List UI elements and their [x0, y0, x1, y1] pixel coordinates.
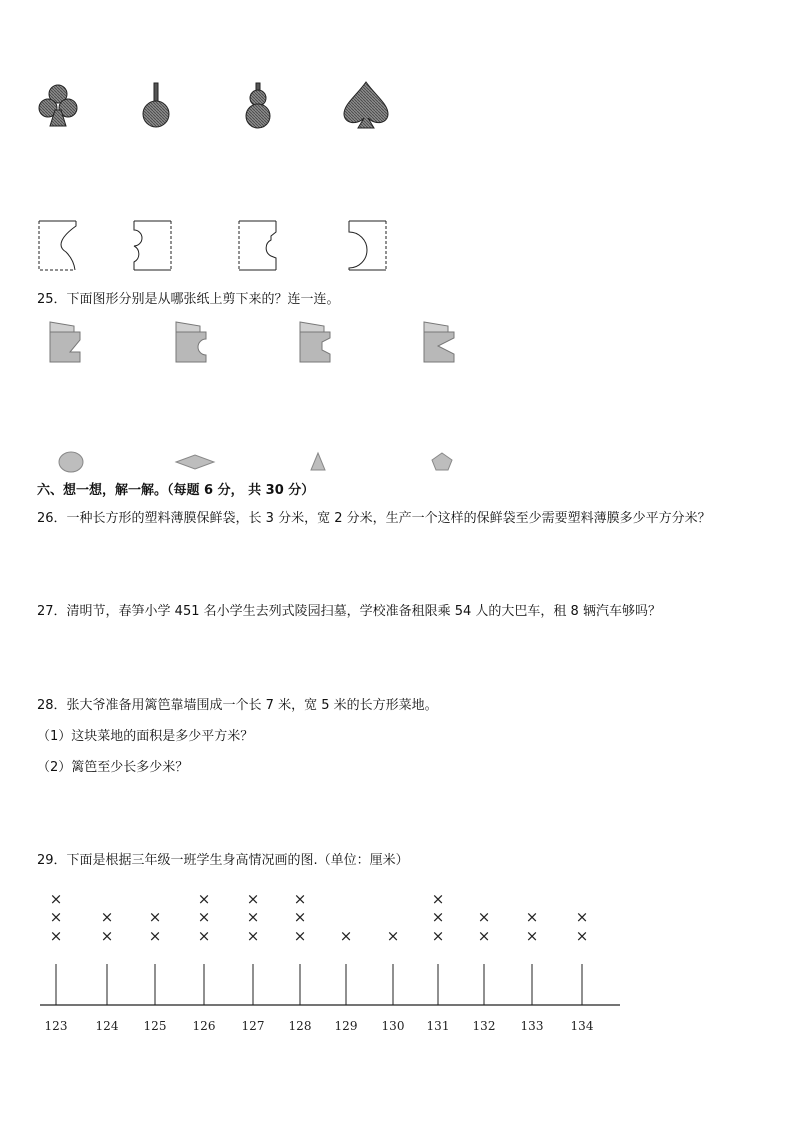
question-27: 27．清明节，春笋小学 451 名小学生去列式陵园扫墓，学校准备租限乘 54 人的大巴车，租 8 辆汽车够吗？ — [37, 604, 661, 619]
plot-tick-label-123: 123 — [44, 1019, 68, 1033]
plot-tick-label-127: 127 — [241, 1019, 265, 1033]
question-28: 28．张大爷准备用篱笆靠墙围成一个长 7 米，宽 5 米的长方形菜地。 — [37, 698, 438, 713]
paper-double-semicircle-cut-icon — [134, 221, 171, 270]
plot-mark-131-2: × — [431, 908, 445, 926]
plot-tick-label-126: 126 — [192, 1019, 216, 1033]
plot-tick-label-128: 128 — [288, 1019, 312, 1033]
plot-tick-label-133: 133 — [520, 1019, 544, 1033]
question-25: 25．下面图形分别是从哪张纸上剪下来的？连一连。 — [37, 292, 340, 307]
plot-mark-127-1: × — [246, 927, 260, 945]
plot-mark-129-1: × — [339, 927, 353, 945]
plot-mark-125-1: × — [148, 927, 162, 945]
plot-mark-133-1: × — [525, 927, 539, 945]
plot-mark-123-3: × — [49, 890, 63, 908]
gourd-icon — [246, 83, 270, 128]
triangle-icon — [311, 453, 325, 470]
plot-mark-124-1: × — [100, 927, 114, 945]
figures-canvas — [0, 0, 794, 500]
plot-tick-label-124: 124 — [95, 1019, 119, 1033]
question-29: 29．下面是根据三年级一班学生身高情况画的图.（单位：厘米） — [37, 853, 409, 868]
plot-mark-131-1: × — [431, 927, 445, 945]
paper-wave-cut-icon — [39, 221, 76, 270]
folded-paper-triangle-icon — [424, 322, 454, 362]
paper-notched-semicircle-cut-icon — [239, 221, 276, 270]
section-6-heading: 六、想一想，解一解。（每题 6 分， 共 30 分） — [37, 483, 315, 498]
plot-mark-128-3: × — [293, 890, 307, 908]
folded-paper-z-icon — [50, 322, 80, 362]
folded-paper-semicircle-icon — [176, 322, 206, 362]
plot-tick-label-134: 134 — [570, 1019, 594, 1033]
question-26: 26．一种长方形的塑料薄膜保鲜袋，长 3 分米，宽 2 分米，生产一个这样的保鲜袋至少需要塑料薄膜多少平方分米？ — [37, 511, 711, 526]
plot-mark-130-1: × — [386, 927, 400, 945]
folded-paper-notch-icon — [300, 322, 330, 362]
plot-tick-label-132: 132 — [472, 1019, 496, 1033]
plot-tick-label-130: 130 — [381, 1019, 405, 1033]
question-28-part-2: （2）篱笆至少长多少米？ — [37, 760, 189, 775]
plot-mark-125-2: × — [148, 908, 162, 926]
plot-mark-126-1: × — [197, 927, 211, 945]
question-28-part-1: （1）这块菜地的面积是多少平方米？ — [37, 729, 254, 744]
club-icon — [39, 85, 77, 126]
spade-icon — [344, 82, 388, 128]
pentagon-icon — [432, 453, 452, 470]
plot-mark-123-1: × — [49, 927, 63, 945]
plot-mark-128-1: × — [293, 927, 307, 945]
plot-mark-134-2: × — [575, 908, 589, 926]
plot-mark-132-1: × — [477, 927, 491, 945]
plot-tick-label-129: 129 — [334, 1019, 358, 1033]
plot-mark-127-3: × — [246, 890, 260, 908]
paper-semicircle-cut-icon — [349, 221, 386, 270]
plot-mark-134-1: × — [575, 927, 589, 945]
plot-tick-label-125: 125 — [143, 1019, 167, 1033]
plot-mark-131-3: × — [431, 890, 445, 908]
plot-mark-123-2: × — [49, 908, 63, 926]
plot-mark-133-2: × — [525, 908, 539, 926]
plot-tick-label-131: 131 — [426, 1019, 450, 1033]
plot-mark-126-2: × — [197, 908, 211, 926]
plot-mark-124-2: × — [100, 908, 114, 926]
ball-on-stick-icon — [143, 83, 169, 127]
rhombus-icon — [176, 455, 214, 469]
plot-mark-132-2: × — [477, 908, 491, 926]
plot-mark-126-3: × — [197, 890, 211, 908]
plot-mark-128-2: × — [293, 908, 307, 926]
plot-mark-127-2: × — [246, 908, 260, 926]
circle-icon — [59, 452, 83, 472]
